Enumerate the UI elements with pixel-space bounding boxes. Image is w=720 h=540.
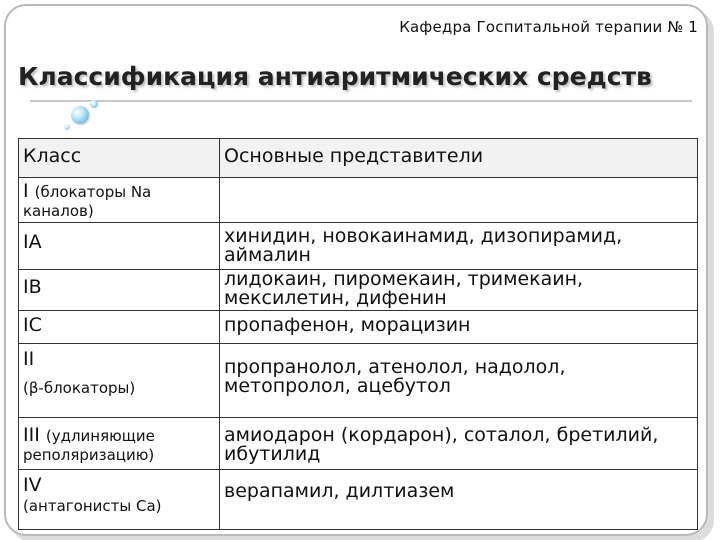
table-row <box>19 222 698 270</box>
class-label: III <box>23 424 40 447</box>
representatives-cell <box>220 178 698 222</box>
class-note: (удлиняющие реполяризацию) <box>23 427 155 465</box>
department-label: Кафедра Госпитальной терапии № 1 <box>399 18 698 36</box>
representatives-cell: хинидин, новокаинамид, дизопирамид, аймалин <box>220 222 698 270</box>
class-label: II <box>23 347 35 370</box>
class-cell <box>19 343 220 417</box>
header-class: Класс <box>19 139 220 178</box>
class-cell <box>19 178 220 222</box>
decor-bubble-small <box>90 100 98 108</box>
class-cell: IB <box>19 270 220 310</box>
representatives-cell: пропранолол, атенолол, надолол, метопролол, ацебутол <box>220 343 698 417</box>
table-row <box>19 178 698 222</box>
class-label: I <box>23 180 29 203</box>
representatives-cell: лидокаин, пиромекаин, тримекаин, мексилетин, дифенин <box>220 270 698 310</box>
table-header-row <box>19 139 698 178</box>
header-representatives: Основные представители <box>220 139 698 178</box>
class-note: (β-блокаторы) <box>23 378 136 397</box>
title-underline <box>30 100 692 102</box>
table-row <box>19 310 698 343</box>
classification-table <box>18 138 698 530</box>
representatives-cell: амиодарон (кордарон), соталол, бретилий, ибутилид <box>220 418 698 470</box>
table-row <box>19 418 698 470</box>
table-row <box>19 343 698 417</box>
table-row <box>19 469 698 529</box>
class-cell <box>19 469 220 529</box>
class-label: IV <box>23 473 42 496</box>
decor-bubble-large <box>71 106 89 124</box>
decor-bubble-tiny <box>64 124 70 130</box>
class-note: (блокаторы Na каналов) <box>23 183 152 221</box>
representatives-cell: пропафенон, морацизин <box>220 310 698 343</box>
class-note: (антагонисты Ca) <box>23 496 162 515</box>
table-row <box>19 270 698 310</box>
representatives-cell: верапамил, дилтиазем <box>220 469 698 529</box>
class-cell <box>19 418 220 470</box>
class-cell: IA <box>19 222 220 270</box>
slide-title: Классификация антиаритмических средств <box>18 62 652 91</box>
class-cell: IC <box>19 310 220 343</box>
